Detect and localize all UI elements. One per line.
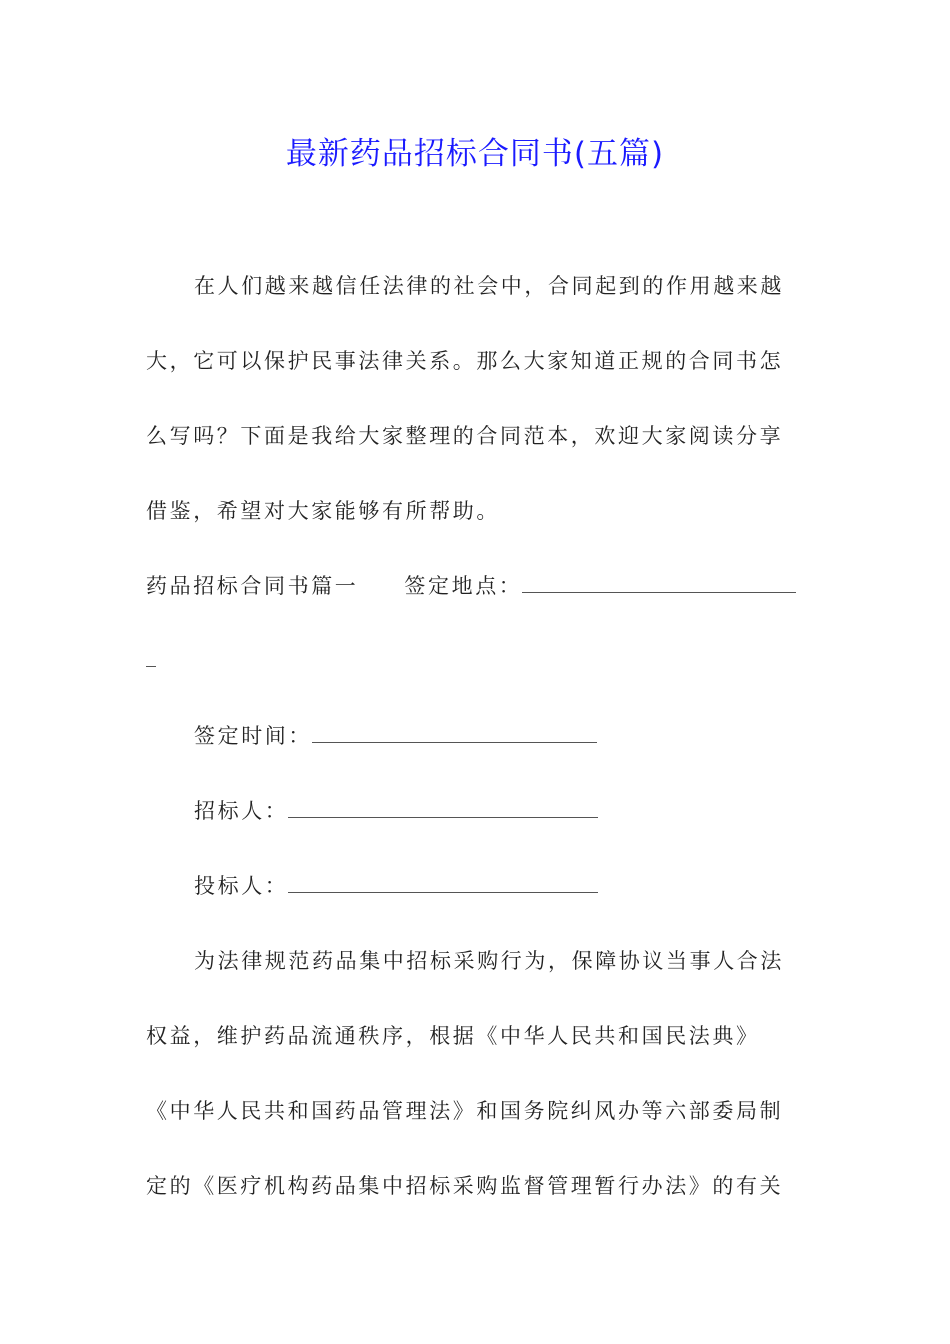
- tenderer-blank[interactable]: [288, 799, 598, 818]
- document-title: 最新药品招标合同书(五篇): [285, 136, 665, 172]
- sign-time-blank[interactable]: [312, 724, 597, 743]
- body-line-2: 权益，维护药品流通秩序，根据《中华人民共和国民法典》: [146, 1024, 760, 1048]
- sign-place-label: 签定地点：: [404, 574, 523, 598]
- sign-time-row: [194, 720, 864, 750]
- section-heading: 药品招标合同书篇一: [146, 574, 359, 598]
- tenderer-row: [194, 795, 864, 825]
- sign-place-blank-continued-row: [146, 648, 816, 672]
- bidder-row: [194, 870, 864, 900]
- bidder-label: 投标人：: [194, 874, 289, 898]
- body-line-4: 定的《医疗机构药品集中招标采购监督管理暂行办法》的有关: [146, 1174, 784, 1198]
- intro-line-1: 在人们越来越信任法律的社会中，合同起到的作用越来越: [194, 274, 784, 298]
- sign-time-label: 签定时间：: [194, 724, 312, 748]
- body-line-1: 为法律规范药品集中招标采购行为，保障协议当事人合法: [194, 949, 784, 973]
- body-line-3: 《中华人民共和国药品管理法》和国务院纠风办等六部委局制: [146, 1099, 784, 1123]
- intro-line-2: 大，它可以保护民事法律关系。那么大家知道正规的合同书怎: [146, 349, 784, 373]
- tenderer-label: 招标人：: [194, 799, 289, 823]
- bidder-blank[interactable]: [288, 874, 598, 893]
- section-heading-row: [146, 570, 816, 600]
- sign-place-blank[interactable]: [522, 574, 796, 593]
- intro-line-4: 借鉴，希望对大家能够有所帮助。: [146, 499, 500, 523]
- intro-line-3: 么写吗？下面是我给大家整理的合同范本，欢迎大家阅读分享: [146, 424, 784, 448]
- sign-place-blank-continued[interactable]: [146, 648, 156, 667]
